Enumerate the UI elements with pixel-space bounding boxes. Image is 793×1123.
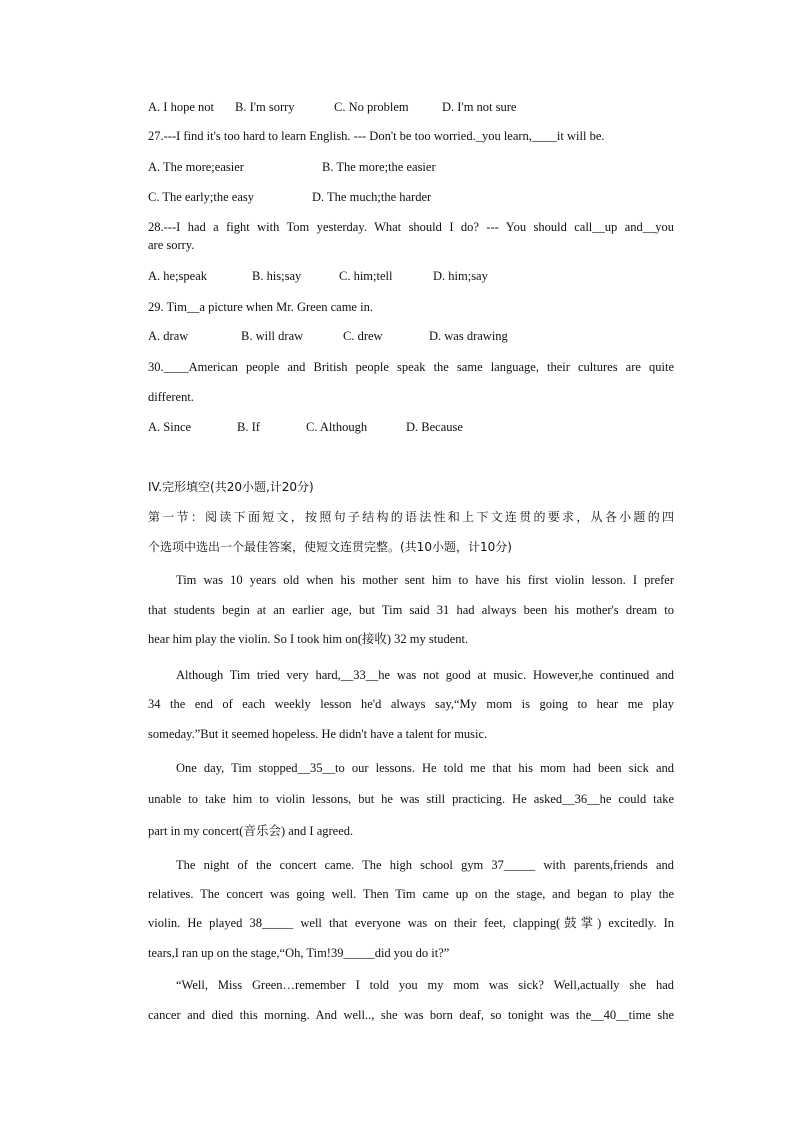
passage-p2-line3: someday.”But it seemed hopeless. He didn't have a talent for music. — [148, 727, 488, 741]
q28-stem-line2: are sorry. — [148, 238, 195, 252]
section-title: IV.完形填空(共20小题,计20分) — [148, 480, 314, 494]
q26-option-d: D. I'm not sure — [442, 100, 517, 114]
q27-stem: 27.---I find it's too hard to learn English. --- Don't be too worried._you learn,____it will be. — [148, 129, 605, 143]
passage-p1-line2: that students begin at an earlier age, but Tim said 31 had always been his mother's dream to — [148, 603, 674, 617]
passage-p4-line1: The night of the concert came. The high school gym 37_____ with parents,friends and — [176, 858, 674, 872]
q29-option-b: B. will draw — [241, 329, 304, 343]
section-instruction-line1: 第一节：阅读下面短文，按照句子结构的语法性和上下文连贯的要求，从各小题的四 — [148, 510, 674, 524]
q26-option-c: C. No problem — [334, 100, 409, 114]
passage-p1-line1: Tim was 10 years old when his mother sent him to have his first violin lesson. I prefer — [176, 573, 674, 587]
passage-p3-line1: One day, Tim stopped__35__to our lessons. He told me that his mom had been sick and — [176, 761, 674, 775]
passage-p1-line3: hear him play the violin. So I took him on(接收) 32 my student. — [148, 632, 469, 646]
passage-p5-line2: cancer and died this morning. And well.., she was born deaf, so tonight was the__40__time she — [148, 1008, 674, 1022]
q29-option-a: A. draw — [148, 329, 189, 343]
q27-option-d: D. The much;the harder — [312, 190, 432, 204]
q26-option-b: B. I'm sorry — [235, 100, 295, 114]
q26-option-a: A. I hope not — [148, 100, 214, 114]
q27-option-c: C. The early;the easy — [148, 190, 254, 204]
q30-option-b: B. If — [237, 420, 260, 434]
q28-option-d: D. him;say — [433, 269, 488, 283]
q28-option-c: C. him;tell — [339, 269, 393, 283]
q30-option-a: A. Since — [148, 420, 192, 434]
passage-p3-line2: unable to take him to violin lessons, but he was still practicing. He asked__36__he could take — [148, 792, 674, 806]
passage-p2-line2: 34 the end of each weekly lesson he'd always say,“My mom is going to hear me play — [148, 697, 674, 711]
passage-p2-line1: Although Tim tried very hard,__33__he was not good at music. However,he continued and — [176, 668, 674, 682]
passage-p4-line3: violin. He played 38_____ well that everyone was on their feet, clapping(鼓掌) excitedly. In — [148, 916, 674, 930]
passage-p4-line2: relatives. The concert was going well. Then Tim came up on the stage, and began to play the — [148, 887, 674, 901]
q30-option-c: C. Although — [306, 420, 368, 434]
q27-option-a: A. The more;easier — [148, 160, 244, 174]
q30-option-d: D. Because — [406, 420, 463, 434]
q28-stem-line1: 28.---I had a fight with Tom yesterday. What should I do? --- You should call__up and__you — [148, 220, 674, 234]
q27-option-b: B. The more;the easier — [322, 160, 436, 174]
q28-option-b: B. his;say — [252, 269, 302, 283]
q29-option-c: C. drew — [343, 329, 383, 343]
q29-option-d: D. was drawing — [429, 329, 508, 343]
q29-stem: 29. Tim__a picture when Mr. Green came in. — [148, 300, 373, 314]
q30-stem-line2: different. — [148, 390, 194, 404]
q30-stem-line1: 30.____American people and British people speak the same language, their cultures are quite — [148, 360, 674, 374]
q28-option-a: A. he;speak — [148, 269, 208, 283]
passage-p3-line3: part in my concert(音乐会) and I agreed. — [148, 824, 354, 838]
passage-p4-line4: tears,I ran up on the stage,“Oh, Tim!39_____did you do it?” — [148, 946, 450, 960]
passage-p5-line1: “Well, Miss Green…remember I told you my mom was sick? Well,actually she had — [176, 978, 674, 992]
section-instruction-line2: 个选项中选出一个最佳答案，使短文连贯完整。(共10小题，计10分) — [148, 540, 512, 554]
